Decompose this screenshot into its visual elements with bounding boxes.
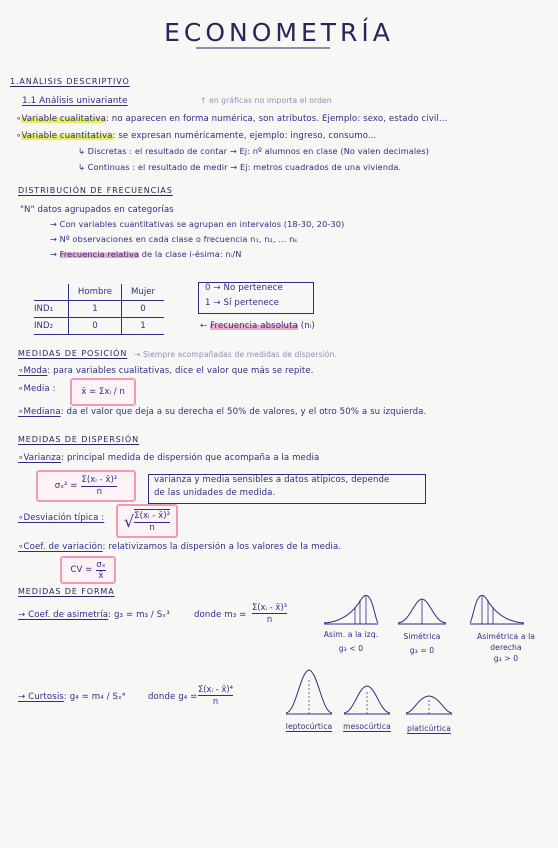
shape-label-symmetric-line-1: Simétrica [403, 632, 441, 641]
frecuencia-absoluta-term: Frecuencia absoluta [210, 321, 298, 331]
cv-fraction [96, 560, 105, 581]
table-header-cell: Hombre [69, 284, 122, 301]
varianza-fraction [81, 475, 117, 498]
shape-label-right-line-1: Asimétrica a la [476, 632, 536, 641]
cv-numerator: σₓ [96, 559, 106, 570]
page-title: ECONOMETRÍA [164, 18, 394, 47]
varianza-label: ∘Varianza [18, 453, 62, 463]
desviacion-fraction [134, 509, 170, 534]
curtosis-numerator: Σ(xᵢ - x̄)⁴ [198, 684, 233, 694]
symmetric-curve-icon [396, 596, 448, 626]
desviacion-formula-box [116, 504, 178, 538]
legend-no-pertenece: 0 → No pertenece [205, 283, 283, 293]
curtosis-label: → Curtosis [18, 692, 64, 702]
right-skew-curve-icon [468, 592, 526, 626]
bullet-icon: ∘ [16, 114, 22, 124]
table-cell: 0 [69, 318, 122, 335]
moda-text: : para variables cualitativas, dice el valor que más se repite. [47, 366, 314, 376]
asimetria-eq: : g₃ = m₃ / Sₓ³ [108, 610, 170, 620]
asimetria-donde: donde m₃ = [194, 610, 247, 620]
section-heading-forma: MEDIDAS DE FORMA [18, 587, 115, 596]
table-cell: IND₁ [34, 301, 69, 318]
varianza-numerator: Σ(xᵢ - x̄)² [81, 474, 118, 485]
moda-label: ∘Moda [18, 366, 48, 376]
asimetria-label: → Coef. de asimetría [18, 610, 109, 620]
desviacion-label [18, 513, 104, 523]
desviacion-term: ∘Desviación típica : [18, 513, 105, 523]
distribucion-bullet-1: → Con variables cuantitativas se agrupan en intervalos (18-30, 20-30) [50, 219, 345, 229]
frecuencia-absoluta-symbol: (nᵢ) [300, 321, 315, 331]
frecuencia-relativa-term: Frecuencia relativa [59, 249, 140, 259]
varianza-line [18, 453, 319, 463]
shape-label-symmetric [390, 632, 454, 655]
cv-lhs: CV = [70, 565, 93, 575]
curtosis-eq: : g₄ = m₄ / Sₓ⁴ [63, 692, 126, 702]
cv-label: ∘Coef. de variación [18, 542, 103, 552]
platicurtica-curve-icon [404, 694, 454, 716]
table-header-row [34, 284, 164, 301]
varianza-note-line-1: varianza y media sensibles a datos atípicos, depende [154, 475, 390, 485]
sqrt-icon: √ [123, 511, 135, 531]
cuantitativa-term: Variable cuantitativa [21, 131, 113, 141]
section-heading-dispersion: MEDIDAS DE DISPERSIÓN [18, 435, 140, 444]
distribucion-bullet-3 [50, 249, 241, 259]
shape-label-right [466, 632, 546, 663]
table-cell: 0 [122, 301, 165, 318]
frecuencia-relativa-text: de la clase i-ésima: nᵢ/N [141, 249, 242, 259]
sub-heading-univariante: 1.1 Análisis univariante [22, 96, 128, 106]
asimetria-fraction [252, 602, 287, 625]
distribucion-bullet-2: → Nº observaciones en cada clase o frecuencia n₁, n₂, ... nₖ [50, 234, 298, 244]
arrow-icon: → [50, 249, 60, 259]
table-cell: IND₂ [34, 318, 69, 335]
shape-label-left [318, 630, 384, 653]
mediana-label: ∘Mediana [18, 407, 61, 417]
curtosis-line [18, 692, 125, 702]
shape-label-left-line-2: g₃ < 0 [338, 644, 364, 653]
cuantitativa-text: : se expresan numéricamente, ejemplo: ingreso, consumo... [112, 131, 377, 141]
varianza-note-line-2: de las unidades de medida. [154, 488, 276, 498]
cuantitativa-line [16, 131, 376, 141]
shape-label-right-line-3: g₃ > 0 [493, 654, 519, 663]
shape-label-right-line-2: derecha [490, 643, 522, 652]
cv-denominator: x̄ [98, 570, 104, 581]
table-header-cell: Mujer [122, 284, 165, 301]
discretas-line: ↳ Discretas : el resultado de contar → Ej: nº alumnos en clase (No valen decimales) [78, 146, 430, 156]
side-note-graficas: ↑ en gráficas no importa el orden [200, 96, 332, 105]
curtosis-donde: donde g₄ = [148, 692, 198, 702]
cv-line [18, 542, 341, 552]
asimetria-denominator: n [266, 614, 273, 624]
asimetria-numerator: Σ(xᵢ - x̄)³ [252, 602, 287, 612]
moda-line [18, 366, 314, 376]
mediana-text: : da el valor que deja a su derecha el 50% de valores, y el otro 50% a su izquierda. [60, 407, 427, 417]
cv-formula-box [60, 556, 116, 584]
table-row [34, 301, 164, 318]
cualitativa-term: Variable cualitativa [21, 114, 106, 124]
table-cell: 1 [122, 318, 165, 335]
asimetria-line [18, 610, 170, 620]
media-formula-box: x̄ = Σxᵢ / n [70, 378, 136, 406]
section-heading-distribucion: DISTRIBUCIÓN DE FRECUENCIAS [18, 186, 173, 195]
desviacion-denominator: n [149, 522, 155, 533]
kurtosis-label-plati: platicúrtica [407, 724, 451, 733]
cv-text: : relativizamos la dispersión a los valores de la media. [102, 542, 342, 552]
varianza-formula-box [36, 470, 136, 502]
varianza-denominator: n [96, 486, 103, 497]
frequency-table [34, 284, 164, 335]
cualitativa-line [16, 114, 447, 124]
legend-si-pertenece: 1 → Sí pertenece [205, 298, 279, 308]
mediana-line [18, 407, 426, 417]
table-row [34, 318, 164, 335]
leptocurtica-curve-icon [284, 668, 334, 716]
varianza-text: : principal medida de dispersión que acompaña a la media [61, 453, 320, 463]
shape-label-symmetric-line-2: g₃ = 0 [409, 646, 435, 655]
table-cell: 1 [69, 301, 122, 318]
left-skew-curve-icon [322, 592, 380, 626]
table-header-cell [34, 284, 69, 301]
section-heading-posicion: MEDIDAS DE POSICIÓN [18, 349, 128, 358]
bullet-icon: ∘ [16, 131, 22, 141]
desviacion-numerator: Σ(xᵢ - x̄)² [134, 510, 171, 521]
section-heading-analisis: 1.ANÁLISIS DESCRIPTIVO [10, 77, 130, 86]
frecuencia-absoluta-line [200, 321, 315, 331]
arrow-icon: ← [200, 321, 211, 331]
posicion-note: → Siempre acompañadas de medidas de dispersión. [134, 350, 338, 359]
curtosis-fraction [198, 684, 233, 707]
continuas-line: ↳ Continuas : el resultado de medir → Ej: metros cuadrados de una vivienda. [78, 162, 402, 172]
cualitativa-text: : no aparecen en forma numérica, son atributos. Ejemplo: sexo, estado civil... [105, 114, 448, 124]
varianza-lhs: σₓ² = [54, 481, 78, 491]
distribucion-intro: "N" datos agrupados en categorías [20, 205, 174, 215]
media-label: ∘Media : [18, 384, 56, 394]
kurtosis-label-meso: mesocúrtica [343, 722, 391, 731]
kurtosis-label-lepto: leptocúrtica [285, 722, 333, 731]
curtosis-denominator: n [212, 696, 219, 706]
title-underline [196, 46, 330, 50]
mesocurtica-curve-icon [342, 684, 392, 716]
shape-label-left-line-1: Asim. a la izq. [323, 630, 379, 639]
